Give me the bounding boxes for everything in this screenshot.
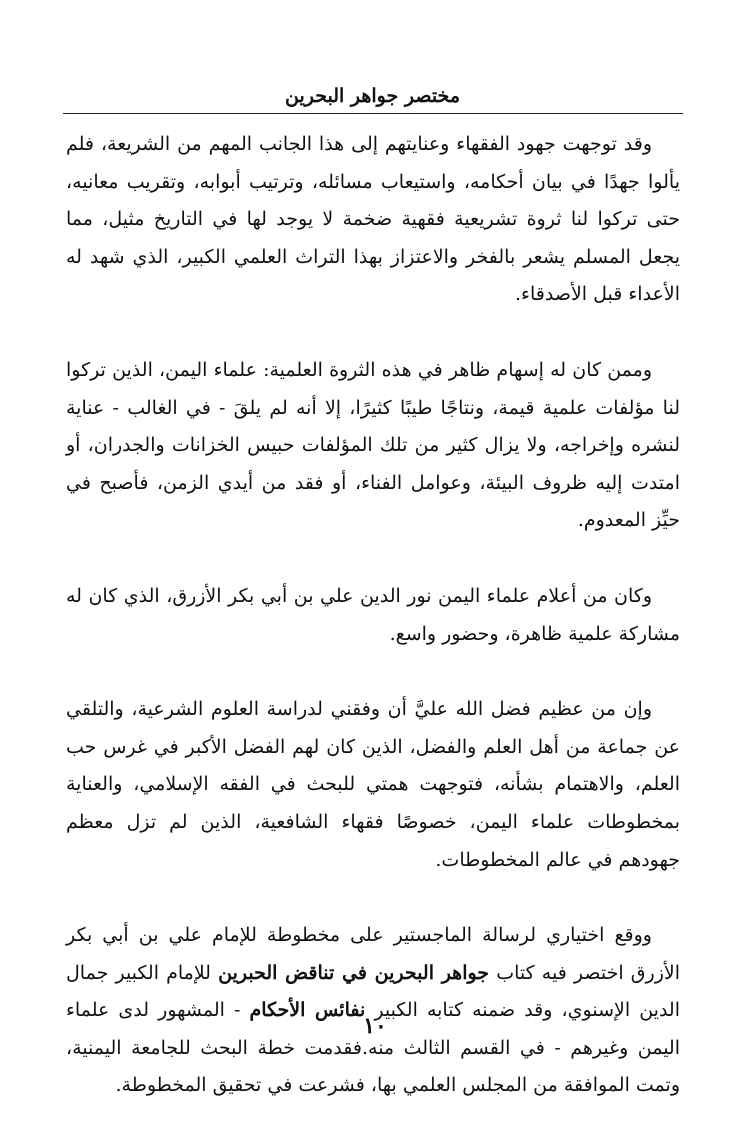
page-number: ١٠ <box>363 1013 387 1039</box>
running-header-title: مختصر جواهر البحرين <box>284 85 460 107</box>
paragraph-5-text-a: ووقع اختياري لرسالة الماجستير على مخطوطة للإمام علي بن أبي بكر الأزرق اختصر فيه كتاب <box>66 924 681 984</box>
header-rule <box>63 113 683 114</box>
paragraph-1: وقد توجهت جهود الفقهاء وعنايتهم إلى هذا الجانب المهم من الشريعة، فلم يألوا جهدًا في بيان أحكامه، واستيعاب مسائله، وترتيب أبوابه، وتقريب معانيه، حتى تركوا لنا ثروة تشريعية فقهية ضخمة لا يوجد لها في التاريخ مثيل، مما يجعل المسلم يشعر بالفخر والاعتزاز بهذا التراث العلمي الكبير، الذي شهد له الأعداء قبل الأصدقاء. <box>66 133 680 306</box>
paragraph-2: وممن كان له إسهام ظاهر في هذه الثروة العلمية: علماء اليمن، الذين تركوا لنا مؤلفات علمية قيمة، ونتاجًا طيبًا كثيرًا، إلا أنه لم يلقَ - في الغالب - عناية لنشره وإخراجه، ولا يزال كثير من تلك المؤلفات حبيس الخزانات والجدران، أو امتدت إليه ظروف البيئة، وعوامل الفناء، أو فقد من أيدي الزمن، فأصبح في حيِّز المعدوم. <box>66 358 680 532</box>
book-title-jawahir: جواهر البحرين في تناقض الحبرين <box>218 961 490 984</box>
paragraph-4: وإن من عظيم فضل الله عليَّ أن وفقني لدراسة العلوم الشرعية، والتلقي عن جماعة من أهل العلم والفضل، الذين كان لهم الفضل الأكبر في غرس حب العلم، والاهتمام بشأنه، فتوجهت همتي للبحث في الفقه الإسلامي، والعناية بمخطوطات علماء اليمن، خصوصًا فقهاء الشافعية، الذين لم تزل معظم جهودهم في عالم المخطوطات. <box>66 698 680 871</box>
paragraph-3: وكان من أعلام علماء اليمن نور الدين علي بن أبي بكر الأزرق، الذي كان له مشاركة علمية ظاهرة، وحضور واسع. <box>66 584 680 645</box>
book-title-nafais: نفائس الأحكام <box>249 999 366 1022</box>
paragraph-5-text-c: - المشهور لدى علماء اليمن وغيرهم - في القسم الثالث منه.فقدمت خطة البحث للجامعة اليمنية، وتمت الموافقة من المجلس العلمي بها، فشرعت في تحقيق المخطوطة. <box>66 999 680 1097</box>
paragraph-5-text-b: للإمام الكبير جمال الدين الإسنوي، وقد ضمنه كتابه الكبير <box>66 961 680 1022</box>
body-text <box>66 126 680 1143</box>
